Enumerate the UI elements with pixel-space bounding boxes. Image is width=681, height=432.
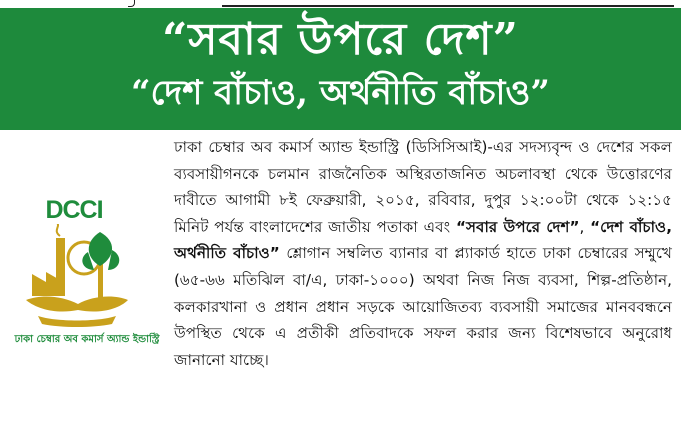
headline: “সবার উপরে দেশ”: [162, 14, 519, 65]
top-mark: [128, 0, 135, 7]
logo-abbreviation: DCCI: [45, 196, 103, 224]
subheadline: “দেশ বাঁচাও, অর্থনীতি বাঁচাও”: [131, 73, 550, 113]
notice-slogan-1: “সবার উপরে দেশ”: [455, 217, 580, 236]
logo-caption: ঢাকা চেম্বার অব কমার্স অ্যান্ড ইন্ডাস্ট্রি: [14, 334, 160, 345]
notice-text-part3: শ্লোগান সম্বলিত ব্যানার বা প্ল্যাকার্ড হাতে ঢাকা চেম্বারের সম্মুখে (৬৫-৬৬ মতিঝিল বা/এ, ঢাকা-১০০০) অথবা নিজ নিজ ব্যবসা, শিল্প-প্রতিষ্ঠান, কলকারখানা ও প্রধান প্রধান সড়কে আয়োজিতব্য ব্যবসায়ী সমাজের মানববন্ধনে উপস্থিত থেকে এ প্রতীকী প্রতিবাদকে সফল করার জন্য বিশেষভাবে অনুরোধ জানানো যাচ্ছে।: [174, 244, 673, 369]
dcci-logo: [12, 196, 162, 352]
notice-slogan-2: “দেশ বাঁচাও, অর্থনীতি বাঁচাও”: [174, 217, 672, 263]
factory-tree-emblem-icon: [22, 224, 132, 328]
top-strip: [0, 0, 681, 8]
headline-banner: [0, 8, 681, 130]
top-rule: [222, 5, 674, 7]
notice-paragraph: [174, 134, 672, 373]
notice-text-part1: ঢাকা চেম্বার অব কমার্স অ্যান্ড ইন্ডাস্ট্রি (ডিসিসিআই)-এর সদস্যবৃন্দ ও দেশের সকল ব্যবসায়ীগনকে চলমান রাজনৈতিক অস্থিরতাজনিত অচলাবস্থা থেকে উত্তোরণের দাবীতে আগামী ৮ই ফেব্রুয়ারী, ২০১৫, রবিবার, দুপুর ১২:০০টা থেকে ১২:১৫ মিনিট পর্যন্ত বাংলাদেশের জাতীয় পতাকা এবং: [174, 138, 672, 236]
notice-text-part2: ,: [579, 217, 591, 236]
